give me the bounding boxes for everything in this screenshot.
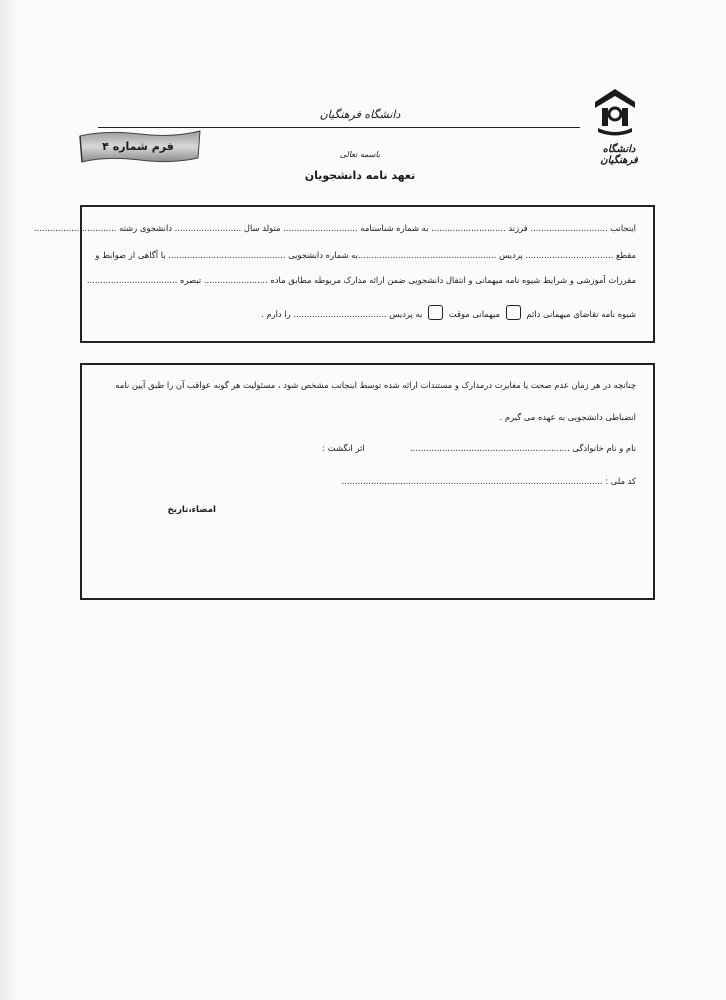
farhangian-university-logo-icon [590, 86, 640, 136]
permanent-guest-checkbox[interactable] [506, 305, 521, 320]
full-name-field: نام و نام خانوادگی ............................................................ [410, 443, 636, 453]
basmala: باسمه تعالی [339, 150, 381, 159]
commitment-paragraph-2: انضباطی دانشجویی به عهده می گیرم . [499, 412, 636, 422]
signature-date-label: امضاء،تاریخ [167, 505, 216, 515]
form-title: تعهد نامه دانشجویان [304, 169, 416, 182]
university-title: دانشگاه فرهنگیان [319, 108, 401, 121]
student-info-line-1: اینجانب ............................. فرزند ............................ به شماره شناسنامه ............................ متولد سال ......................... دانشجوی رشته ............................... [33, 223, 636, 233]
logo-text: دانشگاه فرهنگیان [600, 144, 638, 166]
student-info-line-3: مقررات آموزشی و شرایط شیوه نامه میهمانی و انتقال دانشجویی ضمن ارائه مدارک مربوطه مطابق ماده ........................ تبصره .................................. [86, 275, 636, 285]
student-info-line-4 [261, 305, 636, 320]
commitment-paragraph-1: چنانچه در هر زمان عدم صحت یا مغایرت درمدارک و مستندات ارائه شده توسط اینجانب مشخص شود ، مسئولیت هر گونه عواقب آن را طبق آیین نامه [115, 380, 636, 390]
fingerprint-label: اثر انگشت : [322, 443, 365, 453]
form-number: فرم شماره ۴ [102, 140, 174, 153]
name-fingerprint-line [322, 443, 636, 453]
permanent-guest-label: شیوه نامه تقاضای میهمانی دائم [526, 309, 636, 319]
temporary-guest-checkbox[interactable] [428, 305, 443, 320]
campus-request-text: به پردیس ................................... را دارم . [261, 309, 423, 319]
scan-edge [0, 0, 18, 1000]
national-code-field: کد ملی : .................................................................................................. [341, 476, 636, 486]
temporary-guest-label: میهمانی موقت [448, 309, 500, 319]
student-info-line-2: مقطع ................................. پردیس ....................................................به شماره دانشجویی ............................................ با آگاهی از ضوابط و [95, 250, 636, 260]
